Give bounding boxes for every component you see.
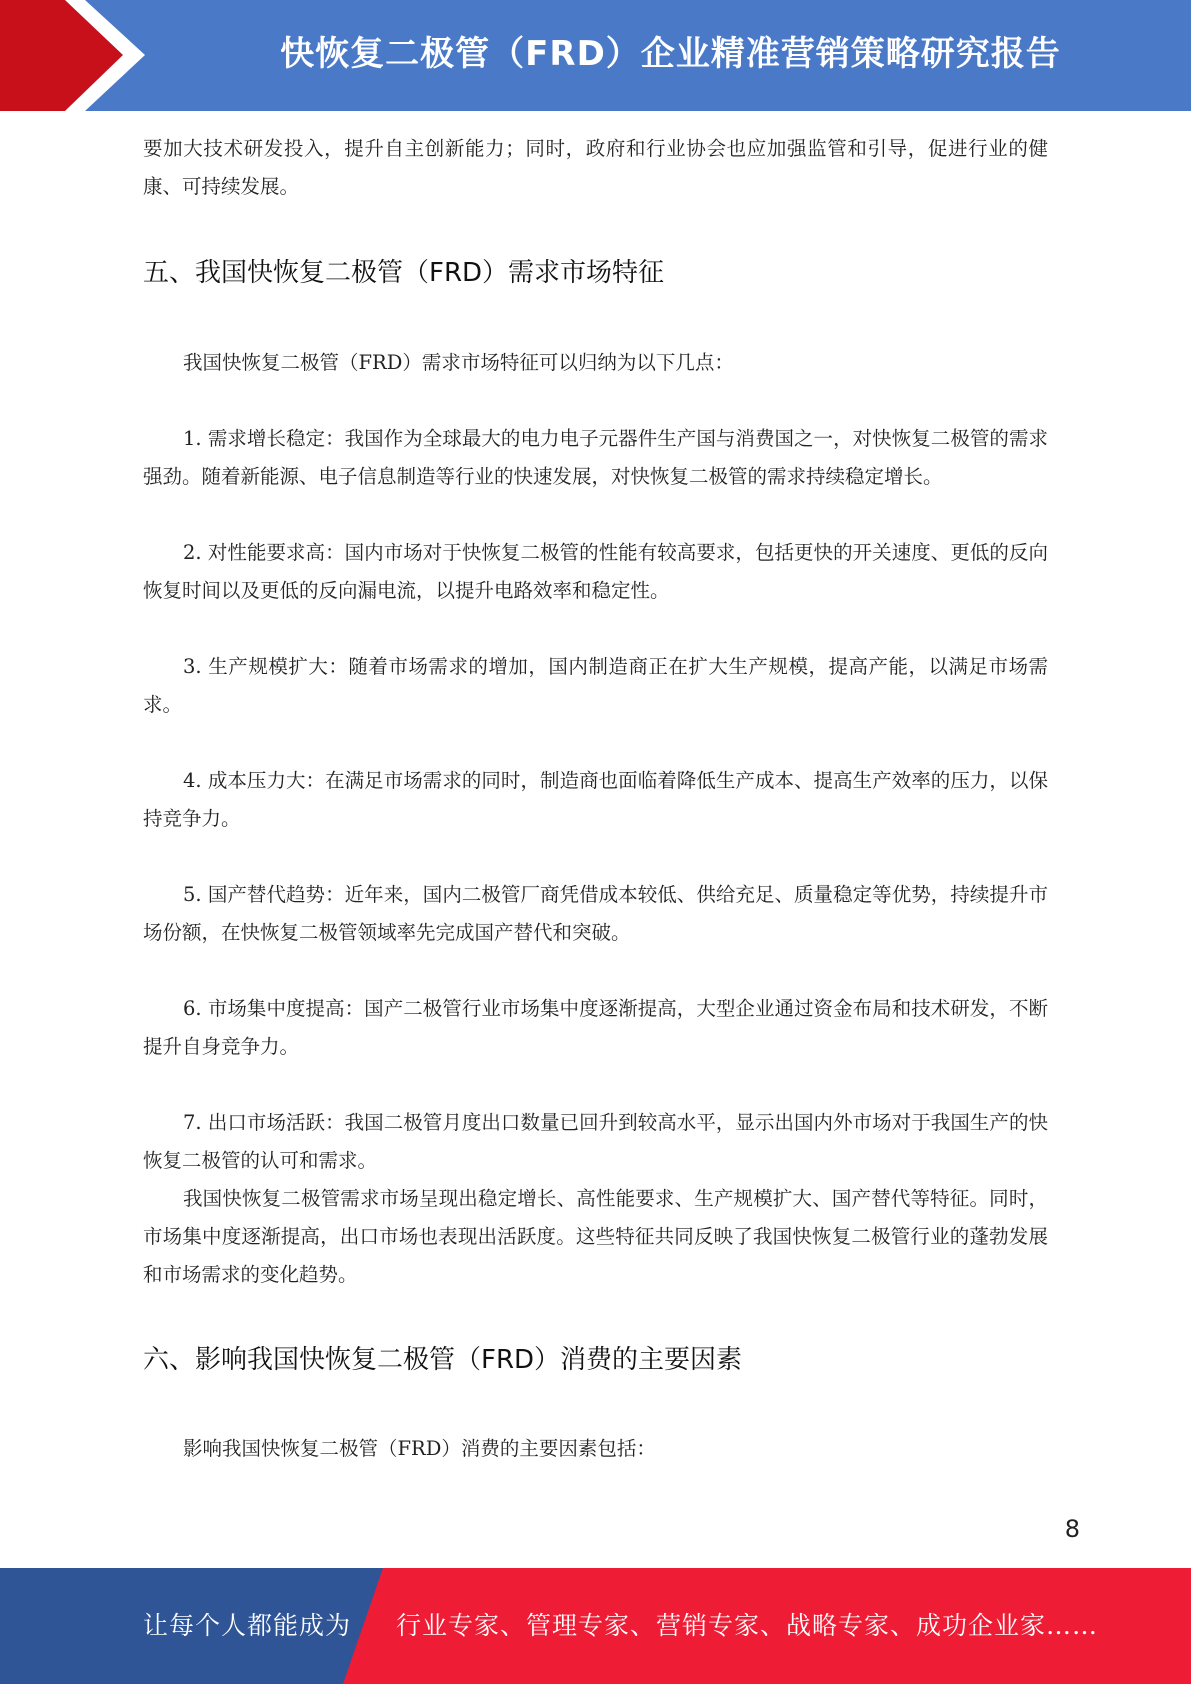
section-5-lead: 我国快恢复二极管（FRD）需求市场特征可以归纳为以下几点： [183, 351, 734, 374]
section-6-lead: 影响我国快恢复二极管（FRD）消费的主要因素包括： [183, 1437, 656, 1460]
header-arrow-decoration [0, 0, 160, 111]
list-item: 6. 市场集中度提高：国产二极管行业市场集中度逐渐提高，大型企业通过资金布局和技术研发，不断提升自身竞争力。 [143, 997, 1048, 1058]
list-item: 2. 对性能要求高：国内市场对于快恢复二极管的性能有较高要求，包括更快的开关速度、更低的反向恢复时间以及更低的反向漏电流，以提升电路效率和稳定性。 [143, 541, 1048, 602]
list-item: 4. 成本压力大：在满足市场需求的同时，制造商也面临着降低生产成本、提高生产效率的压力，以保持竞争力。 [143, 769, 1048, 830]
page-footer [0, 1568, 1191, 1684]
section-heading-6: 六、影响我国快恢复二极管（FRD）消费的主要因素 [143, 1345, 743, 1375]
list-item: 7. 出口市场活跃：我国二极管月度出口数量已回升到较高水平，显示出国内外市场对于我国生产的快恢复二极管的认可和需求。 [143, 1111, 1048, 1172]
intro-paragraph: 要加大技术研发投入，提升自主创新能力；同时，政府和行业协会也应加强监管和引导，促进行业的健康、可持续发展。 [143, 137, 1048, 198]
footer-slogan-left: 让每个人都能成为 [143, 1611, 352, 1640]
footer-slogan-right: 行业专家、管理专家、营销专家、战略专家、成功企业家…… [396, 1611, 1099, 1640]
section-heading-5: 五、我国快恢复二极管（FRD）需求市场特征 [143, 258, 665, 288]
section-5-summary: 我国快恢复二极管需求市场呈现出稳定增长、高性能要求、生产规模扩大、国产替代等特征。同时，市场集中度逐渐提高，出口市场也表现出活跃度。这些特征共同反映了我国快恢复二极管行业的蓬勃发展和市场需求的变化趋势。 [143, 1187, 1048, 1286]
list-item: 5. 国产替代趋势：近年来，国内二极管厂商凭借成本较低、供给充足、质量稳定等优势，持续提升市场份额，在快恢复二极管领域率先完成国产替代和突破。 [143, 883, 1048, 944]
page-content [143, 130, 1048, 1468]
document-title: 快恢复二极管（FRD）企业精准营销策略研究报告 [280, 34, 1061, 74]
list-item: 1. 需求增长稳定：我国作为全球最大的电力电子元器件生产国与消费国之一，对快恢复二极管的需求强劲。随着新能源、电子信息制造等行业的快速发展，对快恢复二极管的需求持续稳定增长。 [143, 427, 1048, 488]
page-number: 8 [1064, 1515, 1080, 1543]
list-item: 3. 生产规模扩大：随着市场需求的增加，国内制造商正在扩大生产规模，提高产能，以满足市场需求。 [143, 655, 1048, 716]
page-header [0, 0, 1191, 111]
